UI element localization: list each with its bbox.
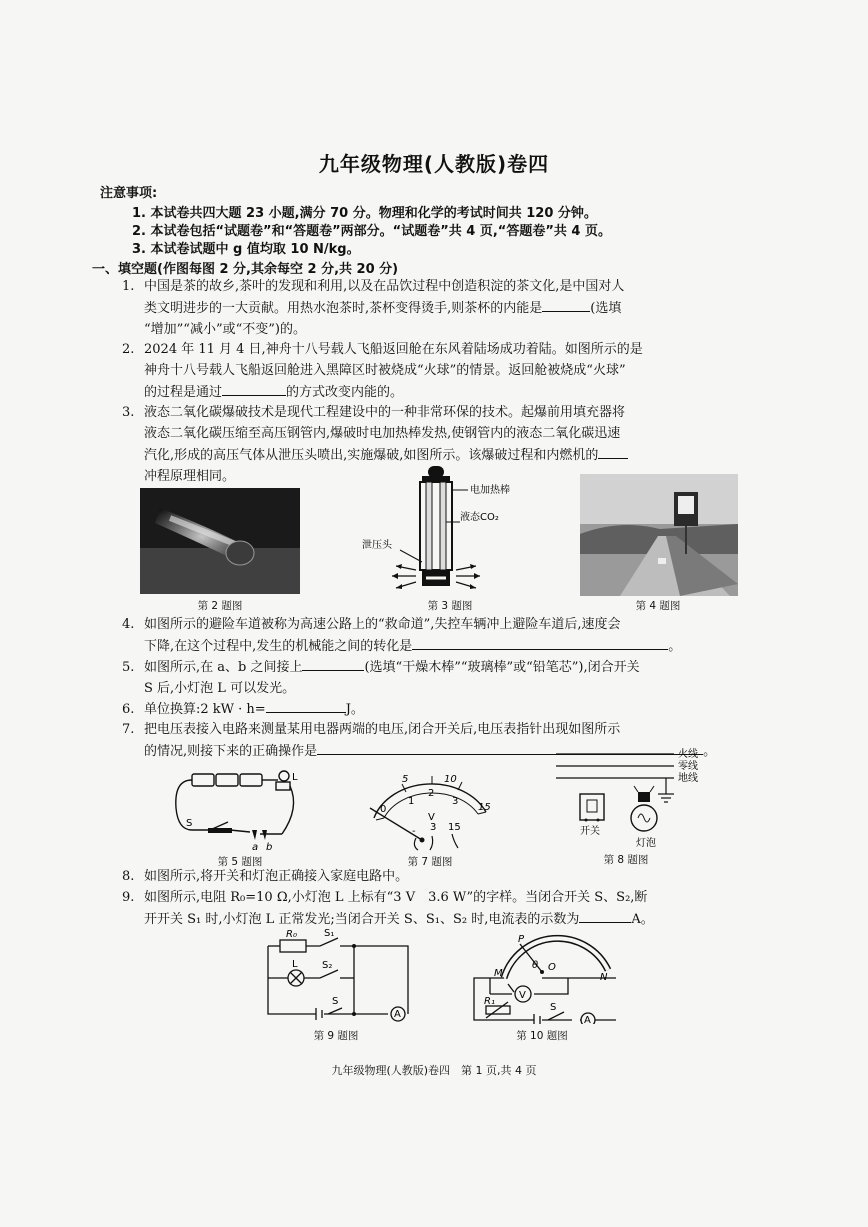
fig5-b-label: b <box>266 842 273 852</box>
fig4-runaway-lane-photo <box>580 474 738 596</box>
question-text: 开开关 S₁ 时,小灯泡 L 正常发光;当闭合开关 S、S₁、S₂ 时,电流表的示数为 <box>144 912 580 927</box>
question-text: 神舟十八号载人飞船返回舱进入黑障区时被烧成“火球”的情景。返回舱被烧成“火球” <box>144 363 626 378</box>
question-number: 2. <box>122 342 135 357</box>
question-number: 3. <box>122 405 135 420</box>
fig8-switch-label: 开关 <box>580 826 600 837</box>
fig9-caption: 第 9 题图 <box>313 1030 359 1042</box>
fig10-M-label: M <box>494 968 503 979</box>
answer-blank[interactable] <box>266 698 346 713</box>
fig9-S2-label: S₂ <box>322 960 333 971</box>
fig3-rod-label: 电加热棒 <box>470 485 510 496</box>
question-number: 5. <box>122 660 135 675</box>
question-text: 汽化,形成的高压气体从泄压头喷出,实施爆破,如图所示。该爆破过程和内燃机的 <box>144 448 599 463</box>
question-text: 如图所示,电阻 R₀=10 Ω,小灯泡 L 上标有“3 V 3.6 W”的字样。当闭合开关 S、S₂,断 <box>144 890 648 905</box>
fig10-S-label: S <box>550 1002 557 1013</box>
question-text: 下降,在这个过程中,发生的机械能之间的转化是 <box>144 639 413 654</box>
answer-blank[interactable] <box>412 635 668 650</box>
notice-heading: 注意事项: <box>100 186 158 201</box>
question-text: 的方式改变内能的。 <box>286 385 404 400</box>
fig9-circuit-diagram <box>258 928 418 1024</box>
question-text: 中国是茶的故乡,茶叶的发现和利用,以及在品饮过程中创造积淀的茶文化,是中国对人 <box>144 279 625 294</box>
notice-item-2: 2. 本试卷包括“试题卷”和“答题卷”两部分。“试题卷”共 4 页,“答题卷”共 4 页。 <box>132 224 611 239</box>
fig7-terminal-minus: - <box>412 826 416 837</box>
question-2 <box>122 339 762 403</box>
question-text: J。 <box>345 702 364 717</box>
fig7-caption: 第 7 题图 <box>407 856 453 868</box>
fig7-terminal-3: 3 <box>430 822 437 833</box>
fig8-bulb-label: 灯泡 <box>636 838 656 849</box>
question-text: 如图所示的避险车道被称为高速公路上的“救命道”,失控车辆冲上避险车道后,速度会 <box>144 617 621 632</box>
question-1 <box>122 276 762 340</box>
question-text: (选填“干燥木棒”“玻璃棒”或“铅笔芯”),闭合开关 <box>364 660 640 675</box>
fig8-live-label: 火线 <box>678 749 698 760</box>
question-text: 的情况,则接下来的正确操作是 <box>144 744 318 759</box>
question-number: 9. <box>122 890 135 905</box>
notice-item-3: 3. 本试卷试题中 g 值均取 10 N/kg。 <box>132 242 360 257</box>
question-number: 6. <box>122 702 135 717</box>
question-text: A。 <box>631 912 654 927</box>
fig5-S-label: S <box>186 818 193 829</box>
question-text: 冲程原理相同。 <box>144 469 236 484</box>
fig5-a-label: a <box>252 842 259 852</box>
answer-blank[interactable] <box>542 297 590 312</box>
question-text: 的过程是通过 <box>144 385 223 400</box>
question-text: 液态二氧化碳爆破技术是现代工程建设中的一种非常环保的技术。起爆前用填充器将 <box>144 405 626 420</box>
fig4-caption: 第 4 题图 <box>635 600 681 612</box>
fig2-caption: 第 2 题图 <box>197 600 243 612</box>
fig10-circuit-diagram <box>468 914 616 1024</box>
fig5-caption: 第 5 题图 <box>217 856 263 868</box>
question-number: 4. <box>122 617 135 632</box>
fig7-terminal-15: 15 <box>448 822 461 833</box>
question-text: 把电压表接入电路来测量某用电器两端的电压,闭合开关后,电压表指针出现如图所示 <box>144 722 621 737</box>
question-5 <box>122 656 762 699</box>
fig3-co2-label: 液态CO₂ <box>460 512 499 523</box>
fig8-caption: 第 8 题图 <box>603 854 649 866</box>
fig8-ground-label: 地线 <box>678 773 698 784</box>
question-text: 。 <box>668 639 682 654</box>
fig7-V-label: V <box>428 812 435 823</box>
fig10-theta-label: θ <box>532 960 539 971</box>
fig7-tick-3: 3 <box>452 796 459 807</box>
question-text: 液态二氧化碳压缩至高压钢管内,爆破时电加热棒发热,使钢管内的液态二氧化碳迅速 <box>144 426 621 441</box>
fig8-switch-symbol <box>580 794 604 822</box>
question-text: 2024 年 11 月 4 日,神舟十八号载人飞船返回舱在东风着陆场成功着陆。如图所示的是 <box>144 342 643 357</box>
question-number: 7. <box>122 722 135 737</box>
fig10-caption: 第 10 题图 <box>516 1030 568 1042</box>
fig7-tick-2: 2 <box>428 788 435 799</box>
answer-blank[interactable] <box>302 656 364 671</box>
fig10-P-label: P <box>518 934 525 945</box>
fig3-head-label: 泄压头 <box>362 540 392 551</box>
fig9-S-label: S <box>332 996 339 1007</box>
question-number: 1. <box>122 279 135 294</box>
question-text: 类文明进步的一大贡献。用热水泡茶时,茶杯变得烫手,则茶杯的内能是 <box>144 301 543 316</box>
fig7-tick-15: 15 <box>478 802 491 813</box>
fig9-S1-label: S₁ <box>324 928 335 939</box>
fig3-co2-tube-diagram <box>360 462 540 597</box>
question-text: (选填 <box>590 301 622 316</box>
fig10-V-label: V <box>519 990 526 1001</box>
fig2-capsule-photo <box>140 488 300 594</box>
fig10-A-label: A <box>584 1015 591 1024</box>
question-number: 8. <box>122 869 135 884</box>
answer-blank[interactable] <box>598 444 628 459</box>
fig10-N-label: N <box>600 972 608 983</box>
fig10-O-label: O <box>548 962 556 973</box>
fig5-L-label: L <box>292 772 298 783</box>
question-text: 单位换算:2 kW · h= <box>144 702 266 717</box>
page-footer: 九年级物理(人教版)卷四 第 1 页,共 4 页 <box>331 1064 537 1077</box>
fig8-household-circuit <box>556 746 726 854</box>
fig3-caption: 第 3 题图 <box>427 600 473 612</box>
fig7-tick-10: 10 <box>444 774 457 785</box>
question-text: 如图所示,将开关和灯泡正确接入家庭电路中。 <box>144 869 409 884</box>
question-text: 如图所示,在 a、b 之间接上 <box>144 660 303 675</box>
answer-blank[interactable] <box>222 381 286 396</box>
fig8-neutral-label: 零线 <box>678 761 698 772</box>
fig9-A-label: A <box>394 1009 401 1020</box>
question-4 <box>122 614 762 657</box>
question-8 <box>122 866 762 887</box>
fig5-circuit-diagram <box>168 768 308 852</box>
question-9 <box>122 887 762 930</box>
fig9-R0-label: R₀ <box>286 929 297 940</box>
fig7-tick-5: 5 <box>402 774 409 785</box>
fig7-tick-1: 1 <box>408 796 415 807</box>
notice-item-1: 1. 本试卷共四大题 23 小题,满分 70 分。物理和化学的考试时间共 120 分钟。 <box>132 206 597 221</box>
page-title: 九年级物理(人教版)卷四 <box>318 152 550 176</box>
fig9-L-label: L <box>292 959 298 970</box>
fig7-tick-0: 0 <box>380 804 387 815</box>
question-text: 。 <box>703 744 717 759</box>
question-text: S 后,小灯泡 L 可以发光。 <box>144 681 296 696</box>
fig10-R1-label: R₁ <box>484 996 495 1007</box>
section-heading: 一、填空题(作图每图 2 分,其余每空 2 分,共 20 分) <box>92 262 399 277</box>
question-text: “增加”“减小”或“不变”)的。 <box>144 322 306 337</box>
question-6 <box>122 698 762 720</box>
fig8-bulb-symbol <box>631 786 657 831</box>
fig7-voltmeter-diagram <box>362 770 502 854</box>
